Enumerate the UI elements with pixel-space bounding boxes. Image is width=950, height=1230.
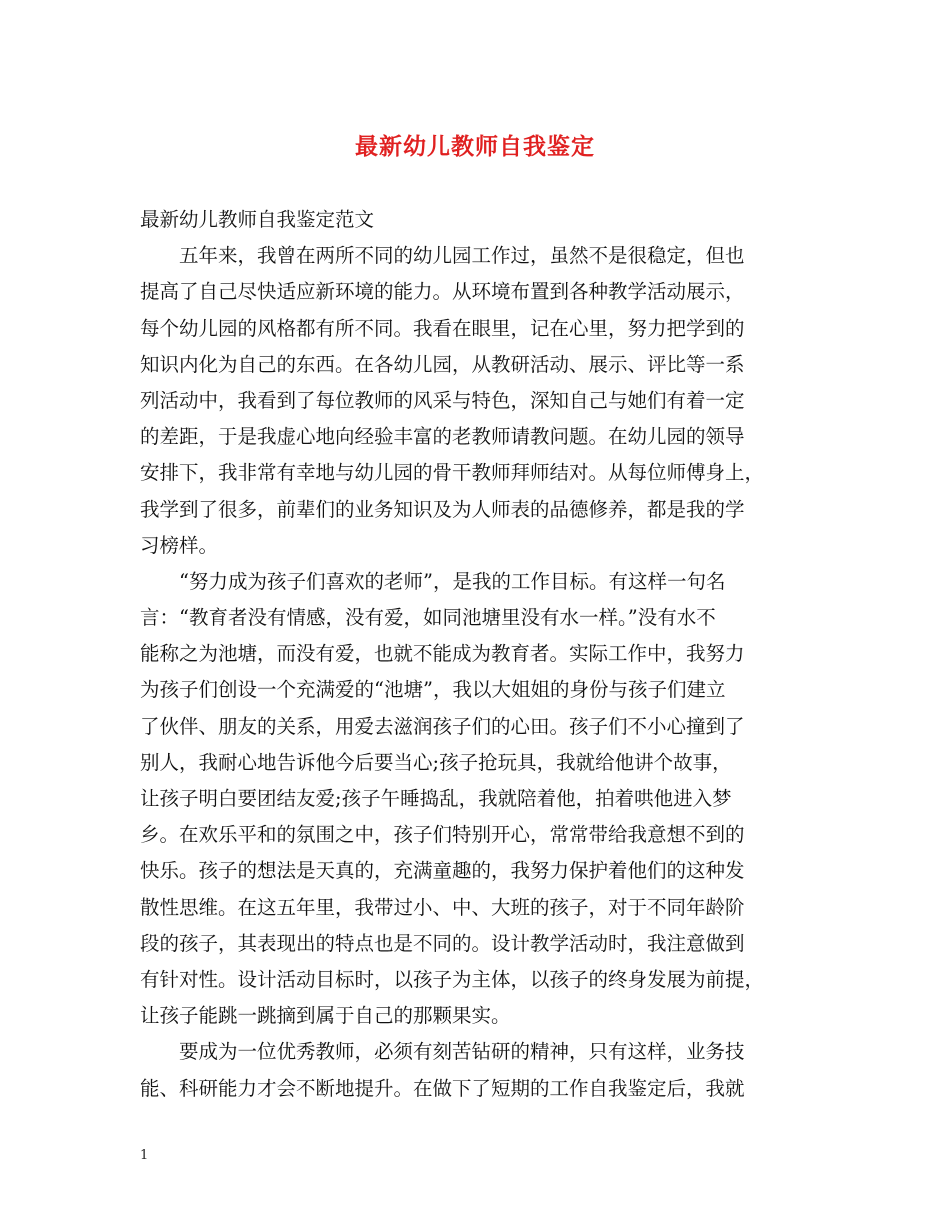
body-line: 我学到了很多，前辈们的业务知识及为人师表的品德修养，都是我的学: [140, 497, 745, 521]
document-title: 最新幼儿教师自我鉴定: [355, 133, 595, 160]
page-number: 1: [140, 1148, 149, 1163]
body-line: 让孩子明白要团结友爱;孩子午睡捣乱，我就陪着他，拍着哄他进入梦: [140, 787, 732, 810]
body-line: 能、科研能力才会不断地提升。在做下了短期的工作自我鉴定后，我就: [140, 1076, 745, 1100]
body-line: 每个幼儿园的风格都有所不同。我看在眼里，记在心里，努力把学到的: [140, 316, 745, 340]
body-line: 列活动中，我看到了每位教师的风采与特色，深知自己与她们有着一定: [140, 388, 745, 412]
body-line: 别人，我耐心地告诉他今后要当心;孩子抢玩具，我就给他讲个故事，: [140, 750, 732, 774]
body-line: 散性思维。在这五年里，我带过小、中、大班的孩子，对于不同年龄阶: [140, 895, 745, 919]
body-line: 五年来，我曾在两所不同的幼儿园工作过，虽然不是很稳定，但也: [140, 244, 745, 268]
body-line: 有针对性。设计活动目标时，以孩子为主体，以孩子的终身发展为前提，: [140, 967, 765, 991]
body-line: 提高了自己尽快适应新环境的能力。从环境布置到各种教学活动展示，: [140, 280, 745, 304]
body-line: 乡。在欢乐平和的氛围之中，孩子们特别开心，常常带给我意想不到的: [140, 823, 745, 847]
body-line: 要成为一位优秀教师，必须有刻苦钻研的精神，只有这样，业务技: [140, 1040, 745, 1064]
body-line: 知识内化为自己的东西。在各幼儿园，从教研活动、展示、评比等一系: [140, 352, 745, 376]
body-line: 安排下，我非常有幸地与幼儿园的骨干教师拜师结对。从每位师傅身上，: [140, 461, 765, 485]
body-line: 能称之为池塘，而没有爱，也就不能成为教育者。实际工作中，我努力: [140, 642, 745, 666]
body-line: “努力成为孩子们喜欢的老师”，是我的工作目标。有这样一句名: [140, 569, 726, 593]
body-line: 快乐。孩子的想法是天真的，充满童趣的，我努力保护着他们的这种发: [140, 859, 745, 883]
body-line: 为孩子们创设一个充满爱的“池塘”，我以大姐姐的身份与孩子们建立: [140, 678, 726, 702]
body-line: 段的孩子，其表现出的特点也是不同的。设计教学活动时，我注意做到: [140, 931, 745, 955]
body-line: 习榜样。: [140, 533, 219, 557]
body-line: 的差距，于是我虚心地向经验丰富的老教师请教问题。在幼儿园的领导: [140, 425, 745, 449]
document-body: [140, 202, 820, 1107]
body-line: 让孩子能跳一跳摘到属于自己的那颗果实。: [140, 1004, 511, 1028]
body-line: 了伙伴、朋友的关系，用爱去滋润孩子们的心田。孩子们不小心撞到了: [140, 714, 745, 738]
body-line: 言：“教育者没有情感，没有爱，如同池塘里没有水一样。”没有水不: [140, 606, 716, 630]
body-line: 最新幼儿教师自我鉴定范文: [140, 208, 375, 231]
